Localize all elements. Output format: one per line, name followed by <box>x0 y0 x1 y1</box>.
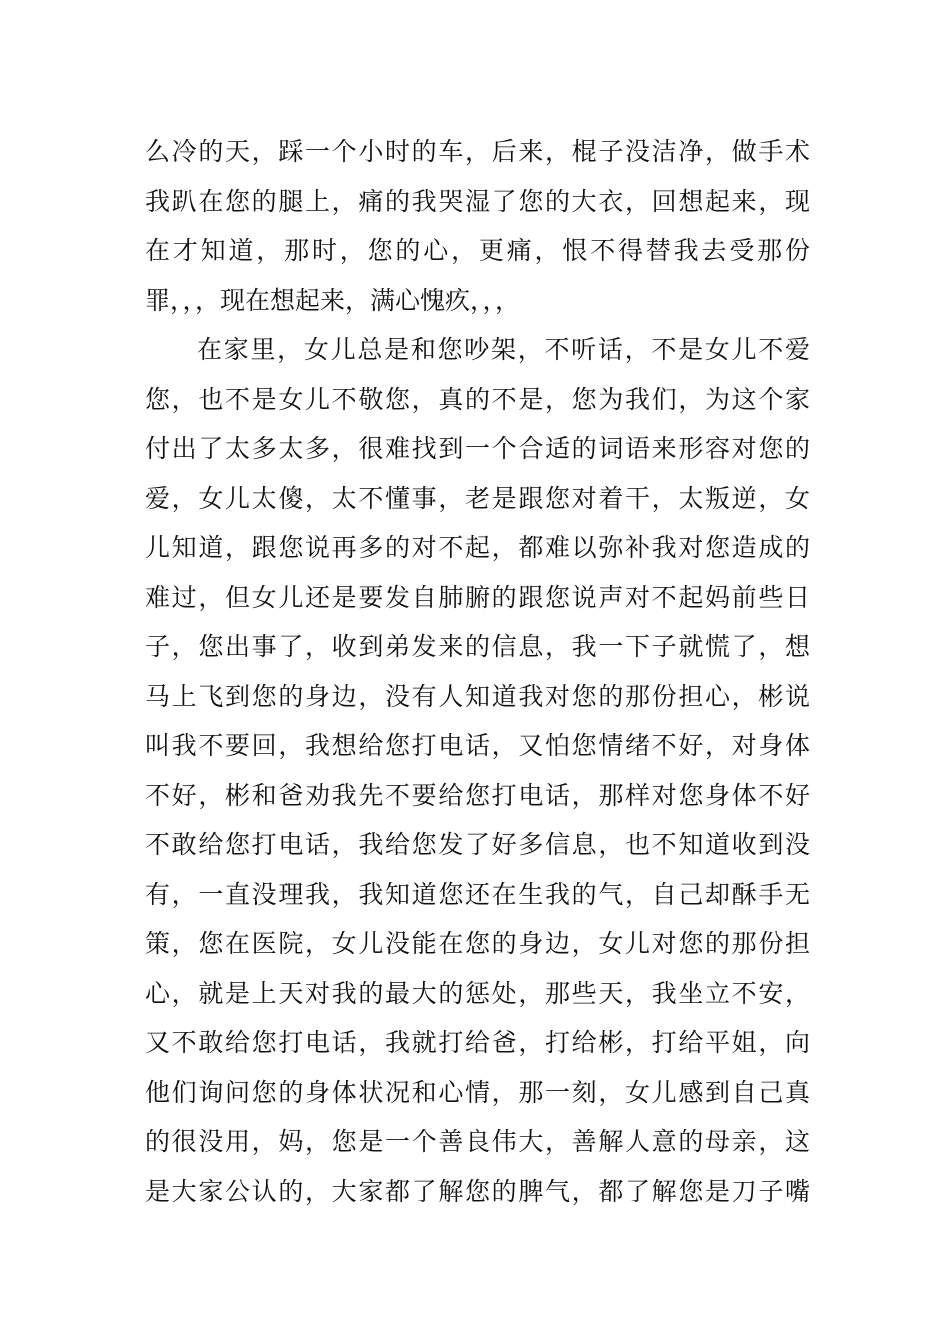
text-line: 难过，但女儿还是要发自肺腑的跟您说声对不起妈前些日 <box>145 582 810 612</box>
text-line: 策，您在医院，女儿没能在您的身边，女儿对您的那份担 <box>145 929 810 958</box>
text-line: 心，就是上天对我的最大的惩处，那些天，我坐立不安， <box>145 978 810 1008</box>
text-line: 罪，，，现在想起来，满心愧疚，，， <box>145 285 521 315</box>
text-line: 的很没用，妈，您是一个善良伟大，善解人意的母亲，这 <box>145 1127 810 1156</box>
text-line: 是大家公认的，大家都了解您的脾气，都了解您是刀子嘴 <box>145 1176 810 1206</box>
text-line: 不敢给您打电话，我给您发了好多信息，也不知道收到没 <box>145 830 810 859</box>
text-line: 付出了太多太多，很难找到一个合适的词语来形容对您的 <box>145 434 810 463</box>
text-line: 有，一直没理我，我知道您还在生我的气，自己却酥手无 <box>145 879 810 909</box>
text-line: 我趴在您的腿上，痛的我哭湿了您的大衣，回想起来，现 <box>145 186 810 216</box>
text-line: 马上飞到您的身边，没有人知道我对您的那份担心，彬说 <box>145 681 810 711</box>
paragraph-first-line: 在家里，女儿总是和您吵架，不听话，不是女儿不爱 <box>197 335 810 364</box>
text-line: 他们询问您的身体状况和心情，那一刻，女儿感到自己真 <box>145 1077 810 1107</box>
text-line: 么冷的天，踩一个小时的车，后来，棍子没洁净，做手术 <box>145 137 810 166</box>
text-line: 在才知道，那时，您的心，更痛，恨不得替我去受那份 <box>145 236 810 265</box>
text-line: 不好，彬和爸劝我先不要给您打电话，那样对您身体不好 <box>145 780 810 810</box>
text-line: 子，您出事了，收到弟发来的信息，我一下子就慌了，想 <box>145 632 810 661</box>
text-line: 爱，女儿太傻，太不懂事，老是跟您对着干，太叛逆，女 <box>145 483 810 513</box>
body-text <box>145 127 810 1216</box>
text-line: 儿知道，跟您说再多的对不起，都难以弥补我对您造成的 <box>145 533 810 562</box>
text-line: 您，也不是女儿不敬您，真的不是，您为我们，为这个家 <box>145 384 810 414</box>
text-line: 叫我不要回，我想给您打电话，又怕您情绪不好，对身体 <box>145 731 810 760</box>
text-line: 又不敢给您打电话，我就打给爸，打给彬，打给平姐，向 <box>145 1028 810 1057</box>
